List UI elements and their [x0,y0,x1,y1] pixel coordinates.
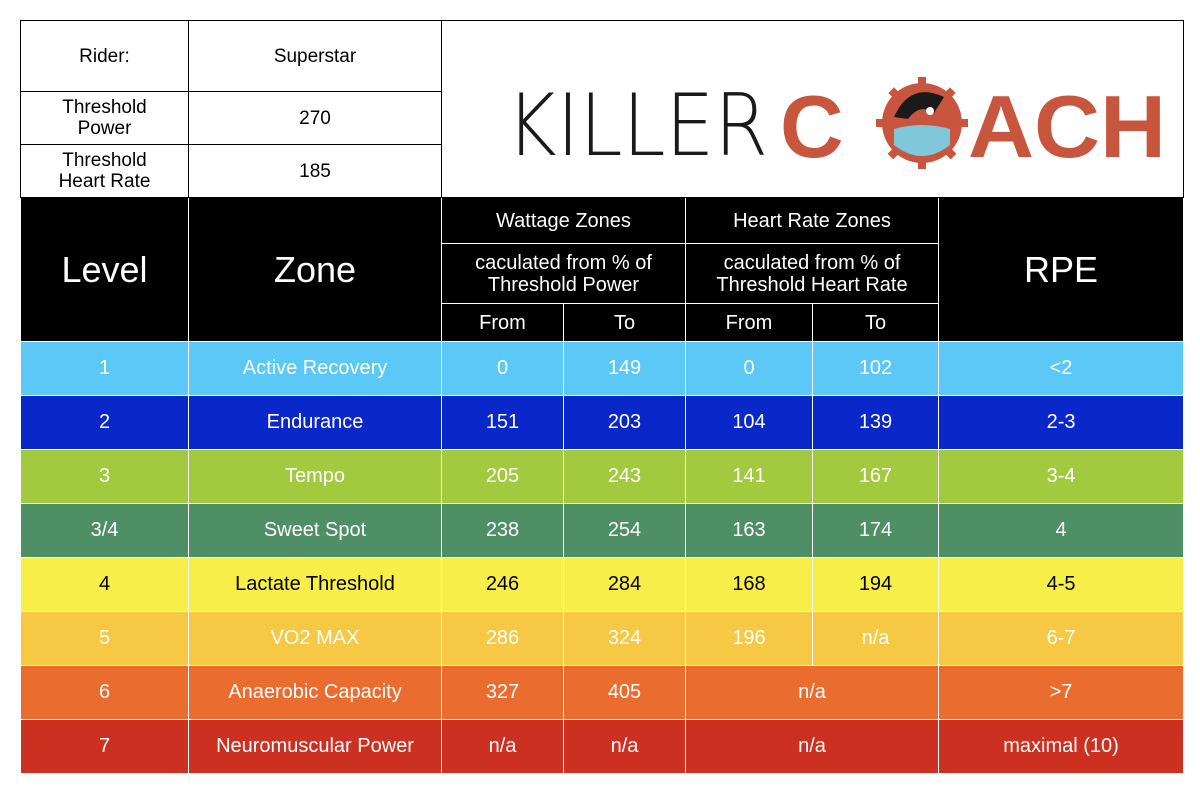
wattage-to-cell: 149 [564,342,686,396]
level-cell: 3 [21,450,189,504]
zone-row-3 [21,450,1184,504]
threshold-power-value: 270 [189,92,442,145]
zone-cell: Neuromuscular Power [189,720,442,774]
level-cell: 5 [21,612,189,666]
header-wattage-sub-line2: Threshold Power [487,273,640,296]
zone-row-5 [21,612,1184,666]
threshold-hr-label-line1: Threshold [62,150,147,171]
wattage-from-cell: 151 [442,396,564,450]
wattage-from-cell: 0 [442,342,564,396]
rider-label: Rider: [21,21,189,92]
header-wattage-sub [442,244,686,304]
header-hr-sub-line2: Threshold Heart Rate [716,273,908,296]
hr-to-cell: 139 [813,396,939,450]
rpe-cell: 4 [939,504,1184,558]
zone-cell: Tempo [189,450,442,504]
header-rpe: RPE [939,198,1184,342]
orca-gear-icon [876,77,968,169]
killercoach-logo [442,21,1184,197]
rpe-cell: >7 [939,666,1184,720]
wattage-from-cell: 327 [442,666,564,720]
zone-row-3-4 [21,504,1184,558]
zone-row-1 [21,342,1184,396]
threshold-power-label-line2: Power [77,118,132,139]
zone-cell: Endurance [189,396,442,450]
header-hr-zones: Heart Rate Zones [686,198,939,244]
logo-c-text: C [780,77,844,176]
level-cell: 4 [21,558,189,612]
wattage-from-cell: n/a [442,720,564,774]
level-cell: 7 [21,720,189,774]
hr-merged-cell: n/a [686,720,939,774]
header-hr-to: To [813,304,939,342]
wattage-to-cell: 324 [564,612,686,666]
level-cell: 1 [21,342,189,396]
header-wattage-from: From [442,304,564,342]
logo-killer-text: KILLER [506,76,768,176]
zone-cell: Lactate Threshold [189,558,442,612]
header-hr-from: From [686,304,813,342]
wattage-to-cell: 405 [564,666,686,720]
wattage-from-cell: 286 [442,612,564,666]
hr-from-cell: 163 [686,504,813,558]
wattage-to-cell: 284 [564,558,686,612]
logo-area [442,21,1184,198]
zone-cell: VO2 MAX [189,612,442,666]
rpe-cell: 3-4 [939,450,1184,504]
zone-row-4 [21,558,1184,612]
threshold-power-label-line1: Threshold [62,97,147,118]
rider-value: Superstar [189,21,442,92]
hr-from-cell: 141 [686,450,813,504]
zones-table [20,20,1184,774]
hr-to-cell: 167 [813,450,939,504]
header-wattage-zones: Wattage Zones [442,198,686,244]
hr-from-cell: 104 [686,396,813,450]
header-level: Level [21,198,189,342]
rpe-cell: <2 [939,342,1184,396]
zone-row-6 [21,666,1184,720]
logo-ach-text: ACH [968,77,1166,176]
hr-merged-cell: n/a [686,666,939,720]
hr-to-cell: 102 [813,342,939,396]
rpe-cell: 6-7 [939,612,1184,666]
wattage-from-cell: 205 [442,450,564,504]
wattage-to-cell: n/a [564,720,686,774]
header-hr-sub-line1: caculated from % of [723,251,901,274]
zone-cell: Sweet Spot [189,504,442,558]
zone-row-2 [21,396,1184,450]
level-cell: 3/4 [21,504,189,558]
hr-from-cell: 196 [686,612,813,666]
rpe-cell: 4-5 [939,558,1184,612]
threshold-hr-label [21,145,189,198]
wattage-to-cell: 203 [564,396,686,450]
rpe-cell: 2-3 [939,396,1184,450]
zones-sheet [20,20,1183,790]
wattage-from-cell: 246 [442,558,564,612]
hr-to-cell: 174 [813,504,939,558]
level-cell: 2 [21,396,189,450]
header-wattage-to: To [564,304,686,342]
wattage-to-cell: 254 [564,504,686,558]
threshold-power-label [21,92,189,145]
hr-from-cell: 168 [686,558,813,612]
zone-row-7 [21,720,1184,774]
wattage-to-cell: 243 [564,450,686,504]
zone-cell: Anaerobic Capacity [189,666,442,720]
threshold-hr-label-line2: Heart Rate [58,171,151,192]
level-cell: 6 [21,666,189,720]
wattage-from-cell: 238 [442,504,564,558]
hr-from-cell: 0 [686,342,813,396]
header-zone: Zone [189,198,442,342]
header-wattage-sub-line1: caculated from % of [475,251,652,274]
hr-to-cell: 194 [813,558,939,612]
threshold-hr-value: 185 [189,145,442,198]
header-hr-sub [686,244,939,304]
zone-cell: Active Recovery [189,342,442,396]
hr-to-cell: n/a [813,612,939,666]
rpe-cell: maximal (10) [939,720,1184,774]
